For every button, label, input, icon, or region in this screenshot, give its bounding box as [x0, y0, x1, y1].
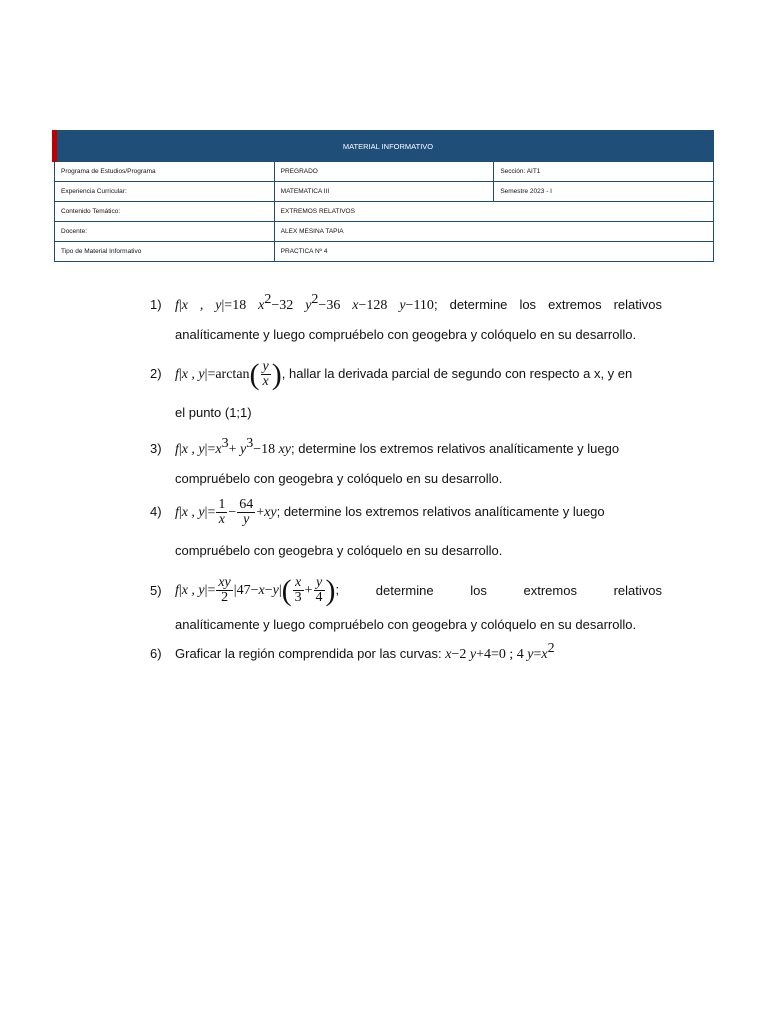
- exercise-1: [150, 290, 662, 349]
- exercise-text: Graficar la región comprendida por las curvas:: [175, 646, 442, 661]
- exercise-number: 2): [150, 366, 162, 381]
- exercise-list: [150, 290, 662, 669]
- exercise-5: [150, 570, 662, 639]
- exercise-text: , hallar la derivada parcial de segundo con respecto a x, y en: [281, 366, 633, 381]
- row-value: PRACTICA Nº 4: [274, 242, 713, 262]
- row-label: Contenido Temático:: [55, 202, 275, 222]
- row-label: Tipo de Material Informativo: [55, 242, 275, 262]
- exercise-number: 5): [150, 583, 162, 598]
- exercise-3: [150, 434, 662, 493]
- exercise-text: compruébelo con geogebra y colóquelo en su desarrollo.: [175, 471, 503, 486]
- row-value: MATEMATICA III: [274, 182, 494, 202]
- exercise-formula: x−2 y+4=0 ; 4 $y=x^2$: [445, 641, 555, 662]
- exercise-text: compruébelo con geogebra y colóquelo en su desarrollo.: [175, 543, 503, 558]
- info-table-title-row: [55, 131, 714, 162]
- table-row: [55, 162, 714, 182]
- exercise-formula: f|x , y|= $\frac{1}{x}$ − $\frac{64}{y}$ +xy: [175, 497, 277, 528]
- exercise-formula: f|x , y|=arctan( $\frac{y}{x}$ ): [175, 357, 282, 391]
- row-extra: Sección: AIT1: [494, 162, 714, 182]
- exercise-text: los: [470, 582, 487, 598]
- row-extra: Semestre 2023 - I: [494, 182, 714, 202]
- exercise-text: ; determine los extremos relativos analíticamente y luego: [291, 441, 620, 456]
- row-value: EXTREMOS RELATIVOS: [274, 202, 713, 222]
- exercise-text: ; determine los extremos relativos analíticamente y luego: [276, 504, 605, 519]
- exercise-2: [150, 355, 662, 432]
- info-table: [52, 130, 714, 262]
- table-row: [55, 242, 714, 262]
- row-value: ALEX MESINA TAPIA: [274, 222, 713, 242]
- exercise-text: analíticamente y luego compruébelo con geogebra y colóquelo en su desarrollo.: [175, 617, 637, 632]
- exercise-4: [150, 493, 662, 570]
- exercise-formula: f|x , y|= $\frac{xy}{2}$ |47−x−y|( $\frac{x}{3}$ + $\frac{y}{4}$ ): [175, 573, 336, 607]
- exercise-number: 3): [150, 441, 162, 456]
- exercise-text: relativos: [613, 582, 662, 598]
- row-label: Experiencia Curricular:: [55, 182, 275, 202]
- row-value: PREGRADO: [274, 162, 494, 182]
- exercise-number: 6): [150, 646, 162, 661]
- exercise-text: extremos: [523, 582, 577, 598]
- table-row: [55, 202, 714, 222]
- exercise-text: el punto (1;1): [175, 405, 252, 420]
- info-table-title: MATERIAL INFORMATIVO: [55, 131, 714, 162]
- row-label: Docente:: [55, 222, 275, 242]
- table-row: [55, 222, 714, 242]
- row-label: Programa de Estudios/Programa: [55, 162, 275, 182]
- exercise-formula: f|x , y|=18 $x^2-32$ $y^2-36$ x−128 y−110: [175, 292, 434, 313]
- table-row: [55, 182, 714, 202]
- exercise-text: ;: [335, 581, 340, 597]
- exercise-formula: f|x , $y|=x^3+ y^3-18$ xy: [175, 436, 292, 457]
- exercise-6: [150, 639, 662, 669]
- exercise-number: 1): [150, 297, 162, 312]
- exercise-text: determine: [375, 582, 434, 598]
- exercise-number: 4): [150, 504, 162, 519]
- exercise-text: ; determine los extremos relativos analíticamente y luego compruébelo con geogebra y colóquelo en su desarrollo.: [175, 297, 663, 342]
